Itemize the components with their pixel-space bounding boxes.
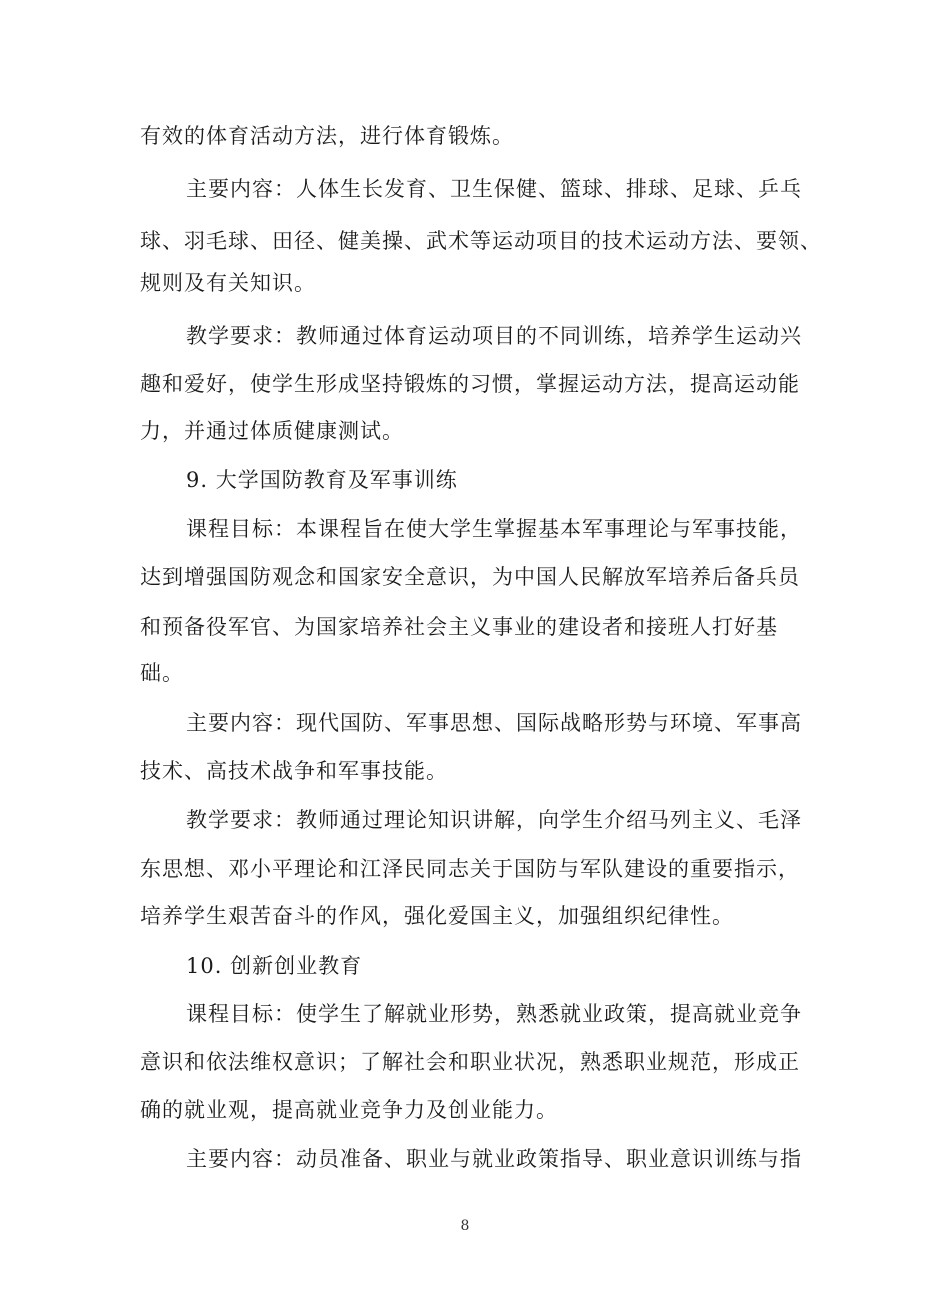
body-text-line: 达到增强国防观念和国家安全意识，为中国人民解放军培养后备兵员 — [140, 565, 800, 589]
paragraph-teaching-requirements-defense: 教学要求：教师通过理论知识讲解，向学生介绍马列主义、毛泽 — [186, 808, 802, 832]
body-text-line: 培养学生艰苦奋斗的作风，强化爱国主义，加强组织纪律性。 — [140, 904, 734, 928]
page-number: 8 — [460, 1218, 470, 1234]
body-text-line: 力，并通过体质健康测试。 — [140, 419, 404, 443]
body-text-line: 和预备役军官、为国家培养社会主义事业的建设者和接班人打好基 — [140, 615, 778, 639]
body-text-line: 意识和依法维权意识；了解社会和职业状况，熟悉职业规范，形成正 — [140, 1050, 800, 1074]
section-heading-defense-education: 9. 大学国防教育及军事训练 — [186, 468, 458, 492]
body-text-line: 技术、高技术战争和军事技能。 — [140, 759, 448, 783]
paragraph-teaching-requirements-pe: 教学要求：教师通过体育运动项目的不同训练，培养学生运动兴 — [186, 324, 802, 348]
paragraph-main-content-pe: 主要内容：人体生长发育、卫生保健、篮球、排球、足球、乒乓 — [186, 177, 802, 201]
paragraph-course-goal-defense: 课程目标：本课程旨在使大学生掌握基本军事理论与军事技能， — [186, 517, 802, 541]
body-text-line: 确的就业观，提高就业竞争力及创业能力。 — [140, 1098, 558, 1122]
body-text-line: 东思想、邓小平理论和江泽民同志关于国防与军队建设的重要指示， — [140, 857, 800, 881]
body-text-line: 球、羽毛球、田径、健美操、武术等运动项目的技术运动方法、要领、 — [140, 229, 822, 253]
section-heading-innovation-entrepreneurship: 10. 创新创业教育 — [186, 954, 363, 978]
body-text-line: 础。 — [140, 661, 184, 685]
body-text-line: 有效的体育活动方法，进行体育锻炼。 — [140, 124, 514, 148]
body-text-line: 趣和爱好，使学生形成坚持锻炼的习惯，掌握运动方法，提高运动能 — [140, 372, 800, 396]
body-text-line: 规则及有关知识。 — [140, 271, 316, 295]
paragraph-course-goal-innovation: 课程目标：使学生了解就业形势，熟悉就业政策，提高就业竞争 — [186, 1002, 802, 1026]
paragraph-main-content-innovation: 主要内容：动员准备、职业与就业政策指导、职业意识训练与指 — [186, 1147, 802, 1171]
paragraph-main-content-defense: 主要内容：现代国防、军事思想、国际战略形势与环境、军事高 — [186, 711, 802, 735]
